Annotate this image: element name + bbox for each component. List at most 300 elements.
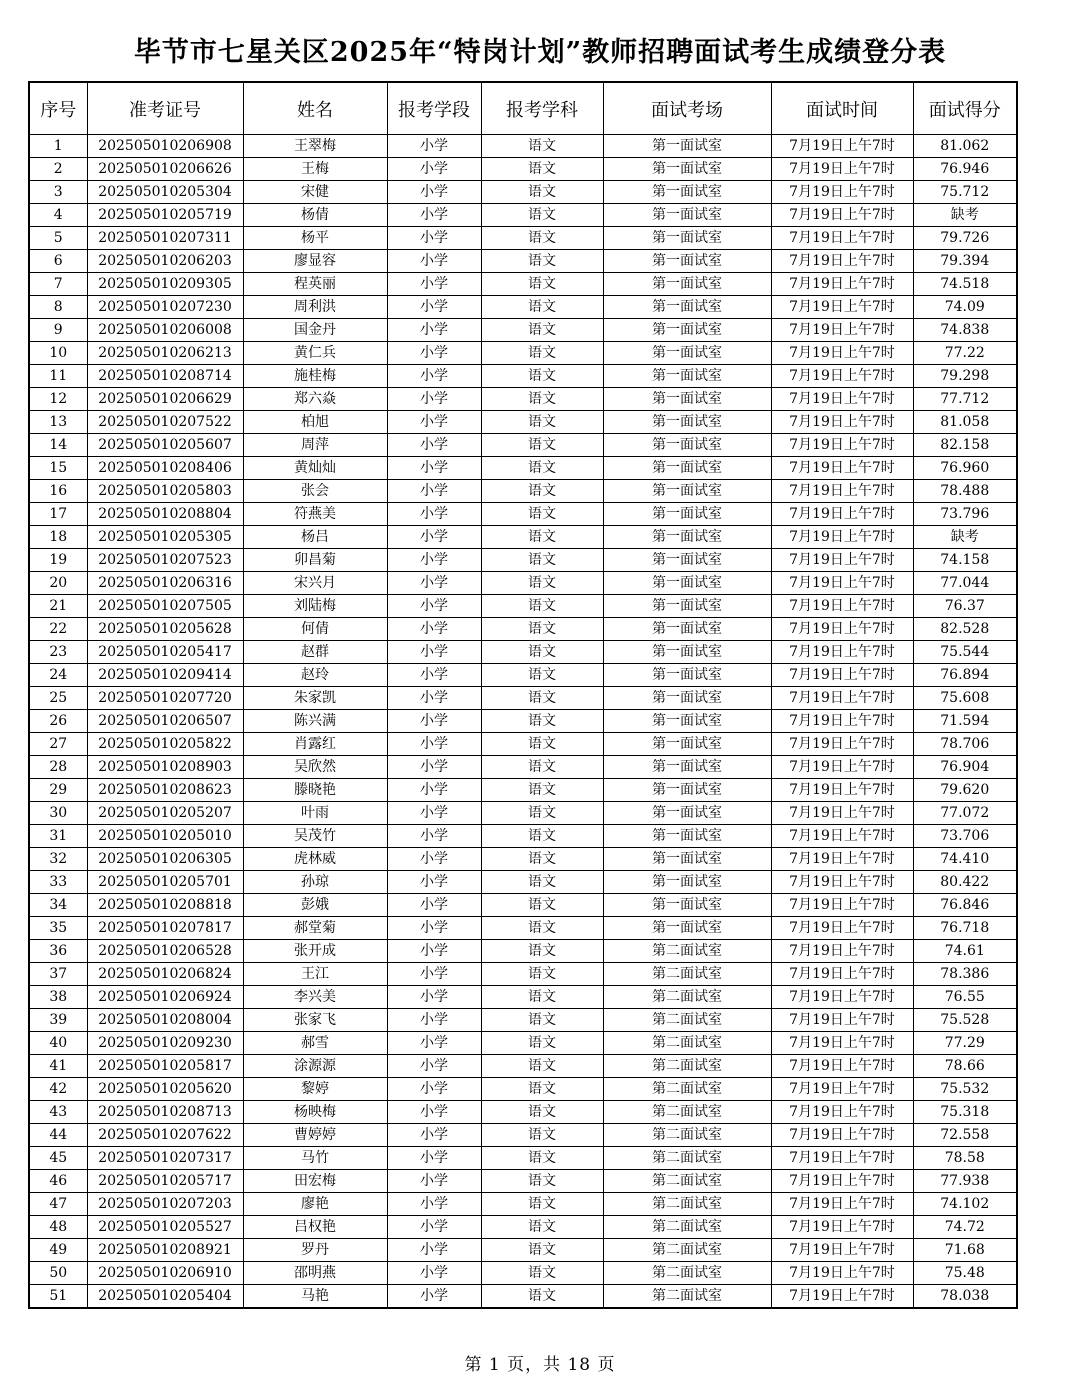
cell-score: 74.72 xyxy=(913,1216,1017,1239)
cell-seq: 34 xyxy=(29,894,87,917)
cell-seq: 49 xyxy=(29,1239,87,1262)
cell-time: 7月19日上午7时 xyxy=(771,411,913,434)
cell-time: 7月19日上午7时 xyxy=(771,549,913,572)
table-row xyxy=(29,250,1017,273)
cell-time: 7月19日上午7时 xyxy=(771,158,913,181)
cell-room: 第二面试室 xyxy=(603,1262,771,1285)
cell-score: 76.946 xyxy=(913,158,1017,181)
cell-name: 杨映梅 xyxy=(243,1101,387,1124)
cell-subject: 语文 xyxy=(481,940,603,963)
cell-room: 第一面试室 xyxy=(603,296,771,319)
cell-room: 第二面试室 xyxy=(603,940,771,963)
cell-exam-id: 202505010207317 xyxy=(87,1147,243,1170)
cell-name: 滕晓艳 xyxy=(243,779,387,802)
cell-exam-id: 202505010208714 xyxy=(87,365,243,388)
cell-stage: 小学 xyxy=(387,135,481,158)
cell-room: 第一面试室 xyxy=(603,917,771,940)
table-row xyxy=(29,1078,1017,1101)
column-header-stage: 报考学段 xyxy=(387,82,481,135)
table-row xyxy=(29,503,1017,526)
table-row xyxy=(29,687,1017,710)
cell-time: 7月19日上午7时 xyxy=(771,710,913,733)
cell-time: 7月19日上午7时 xyxy=(771,480,913,503)
cell-time: 7月19日上午7时 xyxy=(771,273,913,296)
score-table xyxy=(28,81,1018,1309)
cell-subject: 语文 xyxy=(481,227,603,250)
cell-stage: 小学 xyxy=(387,917,481,940)
cell-seq: 23 xyxy=(29,641,87,664)
cell-stage: 小学 xyxy=(387,526,481,549)
cell-room: 第一面试室 xyxy=(603,181,771,204)
cell-name: 符燕美 xyxy=(243,503,387,526)
cell-score: 80.422 xyxy=(913,871,1017,894)
cell-score: 75.528 xyxy=(913,1009,1017,1032)
table-row xyxy=(29,1055,1017,1078)
cell-room: 第一面试室 xyxy=(603,503,771,526)
cell-exam-id: 202505010206629 xyxy=(87,388,243,411)
column-header-subject: 报考学科 xyxy=(481,82,603,135)
cell-room: 第二面试室 xyxy=(603,1009,771,1032)
cell-time: 7月19日上午7时 xyxy=(771,1147,913,1170)
cell-subject: 语文 xyxy=(481,480,603,503)
cell-exam-id: 202505010206626 xyxy=(87,158,243,181)
cell-name: 宋健 xyxy=(243,181,387,204)
cell-seq: 24 xyxy=(29,664,87,687)
cell-name: 周萍 xyxy=(243,434,387,457)
cell-time: 7月19日上午7时 xyxy=(771,388,913,411)
cell-time: 7月19日上午7时 xyxy=(771,319,913,342)
table-row xyxy=(29,595,1017,618)
cell-exam-id: 202505010208406 xyxy=(87,457,243,480)
cell-score: 79.298 xyxy=(913,365,1017,388)
cell-room: 第一面试室 xyxy=(603,158,771,181)
cell-room: 第二面试室 xyxy=(603,1216,771,1239)
cell-subject: 语文 xyxy=(481,1170,603,1193)
cell-stage: 小学 xyxy=(387,503,481,526)
cell-exam-id: 202505010205305 xyxy=(87,526,243,549)
cell-name: 王翠梅 xyxy=(243,135,387,158)
cell-name: 陈兴满 xyxy=(243,710,387,733)
cell-seq: 35 xyxy=(29,917,87,940)
cell-exam-id: 202505010208804 xyxy=(87,503,243,526)
cell-name: 张会 xyxy=(243,480,387,503)
cell-time: 7月19日上午7时 xyxy=(771,526,913,549)
cell-stage: 小学 xyxy=(387,986,481,1009)
cell-name: 彭娥 xyxy=(243,894,387,917)
cell-room: 第二面试室 xyxy=(603,1055,771,1078)
cell-name: 王梅 xyxy=(243,158,387,181)
cell-name: 涂源源 xyxy=(243,1055,387,1078)
cell-stage: 小学 xyxy=(387,687,481,710)
cell-score: 77.22 xyxy=(913,342,1017,365)
cell-subject: 语文 xyxy=(481,1101,603,1124)
cell-exam-id: 202505010207230 xyxy=(87,296,243,319)
cell-exam-id: 202505010206507 xyxy=(87,710,243,733)
cell-room: 第一面试室 xyxy=(603,710,771,733)
table-row xyxy=(29,342,1017,365)
cell-stage: 小学 xyxy=(387,618,481,641)
cell-time: 7月19日上午7时 xyxy=(771,894,913,917)
cell-room: 第一面试室 xyxy=(603,250,771,273)
cell-stage: 小学 xyxy=(387,204,481,227)
table-row xyxy=(29,733,1017,756)
cell-time: 7月19日上午7时 xyxy=(771,733,913,756)
table-row xyxy=(29,204,1017,227)
cell-score: 75.608 xyxy=(913,687,1017,710)
cell-name: 廖艳 xyxy=(243,1193,387,1216)
cell-seq: 5 xyxy=(29,227,87,250)
cell-time: 7月19日上午7时 xyxy=(771,848,913,871)
table-row xyxy=(29,756,1017,779)
page-title: 毕节市七星关区2025年“特岗计划”教师招聘面试考生成绩登分表 xyxy=(133,37,947,68)
table-row xyxy=(29,664,1017,687)
cell-seq: 6 xyxy=(29,250,87,273)
table-row xyxy=(29,388,1017,411)
table-row xyxy=(29,1193,1017,1216)
cell-time: 7月19日上午7时 xyxy=(771,871,913,894)
table-row xyxy=(29,1147,1017,1170)
cell-subject: 语文 xyxy=(481,733,603,756)
cell-name: 李兴美 xyxy=(243,986,387,1009)
cell-subject: 语文 xyxy=(481,917,603,940)
cell-stage: 小学 xyxy=(387,1239,481,1262)
cell-time: 7月19日上午7时 xyxy=(771,572,913,595)
cell-seq: 3 xyxy=(29,181,87,204)
cell-subject: 语文 xyxy=(481,1193,603,1216)
cell-time: 7月19日上午7时 xyxy=(771,457,913,480)
cell-stage: 小学 xyxy=(387,1078,481,1101)
cell-room: 第一面试室 xyxy=(603,480,771,503)
cell-room: 第一面试室 xyxy=(603,388,771,411)
table-row xyxy=(29,549,1017,572)
cell-score: 82.158 xyxy=(913,434,1017,457)
cell-seq: 26 xyxy=(29,710,87,733)
cell-exam-id: 202505010205620 xyxy=(87,1078,243,1101)
table-row xyxy=(29,227,1017,250)
column-header-name: 姓名 xyxy=(243,82,387,135)
cell-subject: 语文 xyxy=(481,641,603,664)
cell-seq: 28 xyxy=(29,756,87,779)
cell-score: 缺考 xyxy=(913,526,1017,549)
cell-exam-id: 202505010208921 xyxy=(87,1239,243,1262)
cell-stage: 小学 xyxy=(387,549,481,572)
cell-time: 7月19日上午7时 xyxy=(771,296,913,319)
cell-subject: 语文 xyxy=(481,158,603,181)
page-footer: 第 1 页，共 18 页 xyxy=(464,1355,616,1375)
cell-name: 何倩 xyxy=(243,618,387,641)
cell-stage: 小学 xyxy=(387,434,481,457)
cell-time: 7月19日上午7时 xyxy=(771,1032,913,1055)
cell-seq: 41 xyxy=(29,1055,87,1078)
cell-time: 7月19日上午7时 xyxy=(771,595,913,618)
cell-score: 77.712 xyxy=(913,388,1017,411)
cell-score: 76.718 xyxy=(913,917,1017,940)
table-row xyxy=(29,1262,1017,1285)
table-row xyxy=(29,1216,1017,1239)
cell-seq: 47 xyxy=(29,1193,87,1216)
table-row xyxy=(29,825,1017,848)
cell-room: 第一面试室 xyxy=(603,365,771,388)
cell-room: 第一面试室 xyxy=(603,319,771,342)
cell-name: 田宏梅 xyxy=(243,1170,387,1193)
cell-score: 76.37 xyxy=(913,595,1017,618)
cell-seq: 20 xyxy=(29,572,87,595)
cell-seq: 37 xyxy=(29,963,87,986)
cell-room: 第二面试室 xyxy=(603,1285,771,1309)
table-row xyxy=(29,273,1017,296)
cell-exam-id: 202505010207523 xyxy=(87,549,243,572)
cell-seq: 15 xyxy=(29,457,87,480)
cell-exam-id: 202505010205817 xyxy=(87,1055,243,1078)
cell-seq: 19 xyxy=(29,549,87,572)
cell-name: 叶雨 xyxy=(243,802,387,825)
cell-seq: 9 xyxy=(29,319,87,342)
cell-score: 74.518 xyxy=(913,273,1017,296)
cell-room: 第一面试室 xyxy=(603,572,771,595)
cell-score: 75.712 xyxy=(913,181,1017,204)
cell-seq: 22 xyxy=(29,618,87,641)
cell-score: 74.09 xyxy=(913,296,1017,319)
cell-seq: 45 xyxy=(29,1147,87,1170)
cell-time: 7月19日上午7时 xyxy=(771,1055,913,1078)
cell-time: 7月19日上午7时 xyxy=(771,1078,913,1101)
cell-score: 78.58 xyxy=(913,1147,1017,1170)
cell-name: 刘陆梅 xyxy=(243,595,387,618)
cell-score: 76.904 xyxy=(913,756,1017,779)
cell-score: 77.072 xyxy=(913,802,1017,825)
cell-room: 第二面试室 xyxy=(603,1193,771,1216)
cell-name: 孙琼 xyxy=(243,871,387,894)
cell-stage: 小学 xyxy=(387,480,481,503)
cell-name: 黄仁兵 xyxy=(243,342,387,365)
cell-score: 77.044 xyxy=(913,572,1017,595)
cell-exam-id: 202505010205717 xyxy=(87,1170,243,1193)
cell-exam-id: 202505010205207 xyxy=(87,802,243,825)
cell-exam-id: 202505010208623 xyxy=(87,779,243,802)
cell-score: 78.038 xyxy=(913,1285,1017,1309)
table-row xyxy=(29,917,1017,940)
table-row xyxy=(29,480,1017,503)
cell-name: 吴欣然 xyxy=(243,756,387,779)
cell-stage: 小学 xyxy=(387,1032,481,1055)
cell-subject: 语文 xyxy=(481,871,603,894)
cell-name: 吕权艳 xyxy=(243,1216,387,1239)
cell-exam-id: 202505010208818 xyxy=(87,894,243,917)
cell-time: 7月19日上午7时 xyxy=(771,135,913,158)
cell-name: 赵玲 xyxy=(243,664,387,687)
cell-seq: 44 xyxy=(29,1124,87,1147)
cell-subject: 语文 xyxy=(481,779,603,802)
cell-exam-id: 202505010206316 xyxy=(87,572,243,595)
cell-stage: 小学 xyxy=(387,158,481,181)
cell-time: 7月19日上午7时 xyxy=(771,641,913,664)
cell-room: 第一面试室 xyxy=(603,733,771,756)
cell-stage: 小学 xyxy=(387,1285,481,1309)
cell-time: 7月19日上午7时 xyxy=(771,503,913,526)
cell-exam-id: 202505010205701 xyxy=(87,871,243,894)
table-row xyxy=(29,848,1017,871)
cell-stage: 小学 xyxy=(387,894,481,917)
table-header-row xyxy=(29,82,1017,135)
table-row xyxy=(29,181,1017,204)
cell-room: 第二面试室 xyxy=(603,1239,771,1262)
cell-name: 肖露红 xyxy=(243,733,387,756)
cell-score: 73.706 xyxy=(913,825,1017,848)
cell-subject: 语文 xyxy=(481,365,603,388)
cell-stage: 小学 xyxy=(387,457,481,480)
cell-time: 7月19日上午7时 xyxy=(771,802,913,825)
cell-name: 王江 xyxy=(243,963,387,986)
cell-room: 第二面试室 xyxy=(603,1170,771,1193)
cell-score: 78.488 xyxy=(913,480,1017,503)
cell-score: 74.838 xyxy=(913,319,1017,342)
cell-time: 7月19日上午7时 xyxy=(771,664,913,687)
cell-name: 杨平 xyxy=(243,227,387,250)
cell-stage: 小学 xyxy=(387,181,481,204)
cell-seq: 2 xyxy=(29,158,87,181)
cell-name: 国金丹 xyxy=(243,319,387,342)
column-header-score: 面试得分 xyxy=(913,82,1017,135)
table-row xyxy=(29,940,1017,963)
cell-exam-id: 202505010207817 xyxy=(87,917,243,940)
cell-room: 第一面试室 xyxy=(603,434,771,457)
cell-subject: 语文 xyxy=(481,250,603,273)
cell-seq: 10 xyxy=(29,342,87,365)
cell-seq: 1 xyxy=(29,135,87,158)
cell-time: 7月19日上午7时 xyxy=(771,342,913,365)
cell-name: 郑六焱 xyxy=(243,388,387,411)
cell-name: 赵群 xyxy=(243,641,387,664)
cell-score: 76.894 xyxy=(913,664,1017,687)
cell-subject: 语文 xyxy=(481,273,603,296)
cell-subject: 语文 xyxy=(481,664,603,687)
cell-stage: 小学 xyxy=(387,664,481,687)
cell-stage: 小学 xyxy=(387,940,481,963)
cell-seq: 33 xyxy=(29,871,87,894)
cell-name: 宋兴月 xyxy=(243,572,387,595)
cell-room: 第二面试室 xyxy=(603,1147,771,1170)
cell-time: 7月19日上午7时 xyxy=(771,1285,913,1309)
table-row xyxy=(29,135,1017,158)
cell-time: 7月19日上午7时 xyxy=(771,917,913,940)
cell-subject: 语文 xyxy=(481,802,603,825)
cell-subject: 语文 xyxy=(481,1032,603,1055)
cell-room: 第一面试室 xyxy=(603,342,771,365)
cell-score: 73.796 xyxy=(913,503,1017,526)
cell-seq: 32 xyxy=(29,848,87,871)
cell-score: 74.61 xyxy=(913,940,1017,963)
cell-subject: 语文 xyxy=(481,963,603,986)
cell-exam-id: 202505010205607 xyxy=(87,434,243,457)
cell-stage: 小学 xyxy=(387,411,481,434)
column-header-room: 面试考场 xyxy=(603,82,771,135)
cell-exam-id: 202505010207720 xyxy=(87,687,243,710)
cell-name: 黎婷 xyxy=(243,1078,387,1101)
cell-score: 79.394 xyxy=(913,250,1017,273)
cell-stage: 小学 xyxy=(387,572,481,595)
cell-score: 82.528 xyxy=(913,618,1017,641)
cell-name: 朱家凯 xyxy=(243,687,387,710)
cell-time: 7月19日上午7时 xyxy=(771,779,913,802)
cell-subject: 语文 xyxy=(481,595,603,618)
cell-exam-id: 202505010206908 xyxy=(87,135,243,158)
cell-stage: 小学 xyxy=(387,1055,481,1078)
cell-stage: 小学 xyxy=(387,1147,481,1170)
cell-exam-id: 202505010206924 xyxy=(87,986,243,1009)
cell-subject: 语文 xyxy=(481,1216,603,1239)
table-row xyxy=(29,296,1017,319)
cell-room: 第一面试室 xyxy=(603,457,771,480)
cell-subject: 语文 xyxy=(481,1262,603,1285)
cell-room: 第一面试室 xyxy=(603,618,771,641)
cell-name: 曹婷婷 xyxy=(243,1124,387,1147)
cell-subject: 语文 xyxy=(481,1124,603,1147)
cell-subject: 语文 xyxy=(481,319,603,342)
cell-subject: 语文 xyxy=(481,825,603,848)
cell-room: 第一面试室 xyxy=(603,411,771,434)
cell-seq: 18 xyxy=(29,526,87,549)
cell-subject: 语文 xyxy=(481,618,603,641)
cell-exam-id: 202505010208004 xyxy=(87,1009,243,1032)
table-row xyxy=(29,1032,1017,1055)
cell-exam-id: 202505010207505 xyxy=(87,595,243,618)
cell-seq: 25 xyxy=(29,687,87,710)
cell-stage: 小学 xyxy=(387,296,481,319)
cell-room: 第二面试室 xyxy=(603,1101,771,1124)
cell-subject: 语文 xyxy=(481,549,603,572)
cell-exam-id: 202505010205304 xyxy=(87,181,243,204)
cell-room: 第一面试室 xyxy=(603,779,771,802)
table-row xyxy=(29,1101,1017,1124)
cell-subject: 语文 xyxy=(481,1147,603,1170)
cell-score: 78.706 xyxy=(913,733,1017,756)
cell-exam-id: 202505010206213 xyxy=(87,342,243,365)
cell-score: 71.68 xyxy=(913,1239,1017,1262)
cell-score: 75.318 xyxy=(913,1101,1017,1124)
cell-seq: 31 xyxy=(29,825,87,848)
cell-name: 郝堂菊 xyxy=(243,917,387,940)
cell-stage: 小学 xyxy=(387,1170,481,1193)
cell-score: 74.158 xyxy=(913,549,1017,572)
table-row xyxy=(29,802,1017,825)
cell-room: 第二面试室 xyxy=(603,963,771,986)
cell-subject: 语文 xyxy=(481,135,603,158)
cell-subject: 语文 xyxy=(481,526,603,549)
table-row xyxy=(29,710,1017,733)
cell-exam-id: 202505010205803 xyxy=(87,480,243,503)
cell-room: 第一面试室 xyxy=(603,756,771,779)
cell-exam-id: 202505010206528 xyxy=(87,940,243,963)
column-header-exam-id: 准考证号 xyxy=(87,82,243,135)
cell-stage: 小学 xyxy=(387,319,481,342)
cell-subject: 语文 xyxy=(481,756,603,779)
cell-time: 7月19日上午7时 xyxy=(771,1009,913,1032)
cell-time: 7月19日上午7时 xyxy=(771,687,913,710)
cell-time: 7月19日上午7时 xyxy=(771,1170,913,1193)
cell-seq: 30 xyxy=(29,802,87,825)
cell-name: 廖显容 xyxy=(243,250,387,273)
cell-stage: 小学 xyxy=(387,779,481,802)
cell-exam-id: 202505010207311 xyxy=(87,227,243,250)
cell-subject: 语文 xyxy=(481,457,603,480)
cell-subject: 语文 xyxy=(481,388,603,411)
cell-score: 75.544 xyxy=(913,641,1017,664)
cell-seq: 51 xyxy=(29,1285,87,1309)
cell-name: 施桂梅 xyxy=(243,365,387,388)
cell-stage: 小学 xyxy=(387,365,481,388)
cell-score: 74.410 xyxy=(913,848,1017,871)
cell-stage: 小学 xyxy=(387,802,481,825)
